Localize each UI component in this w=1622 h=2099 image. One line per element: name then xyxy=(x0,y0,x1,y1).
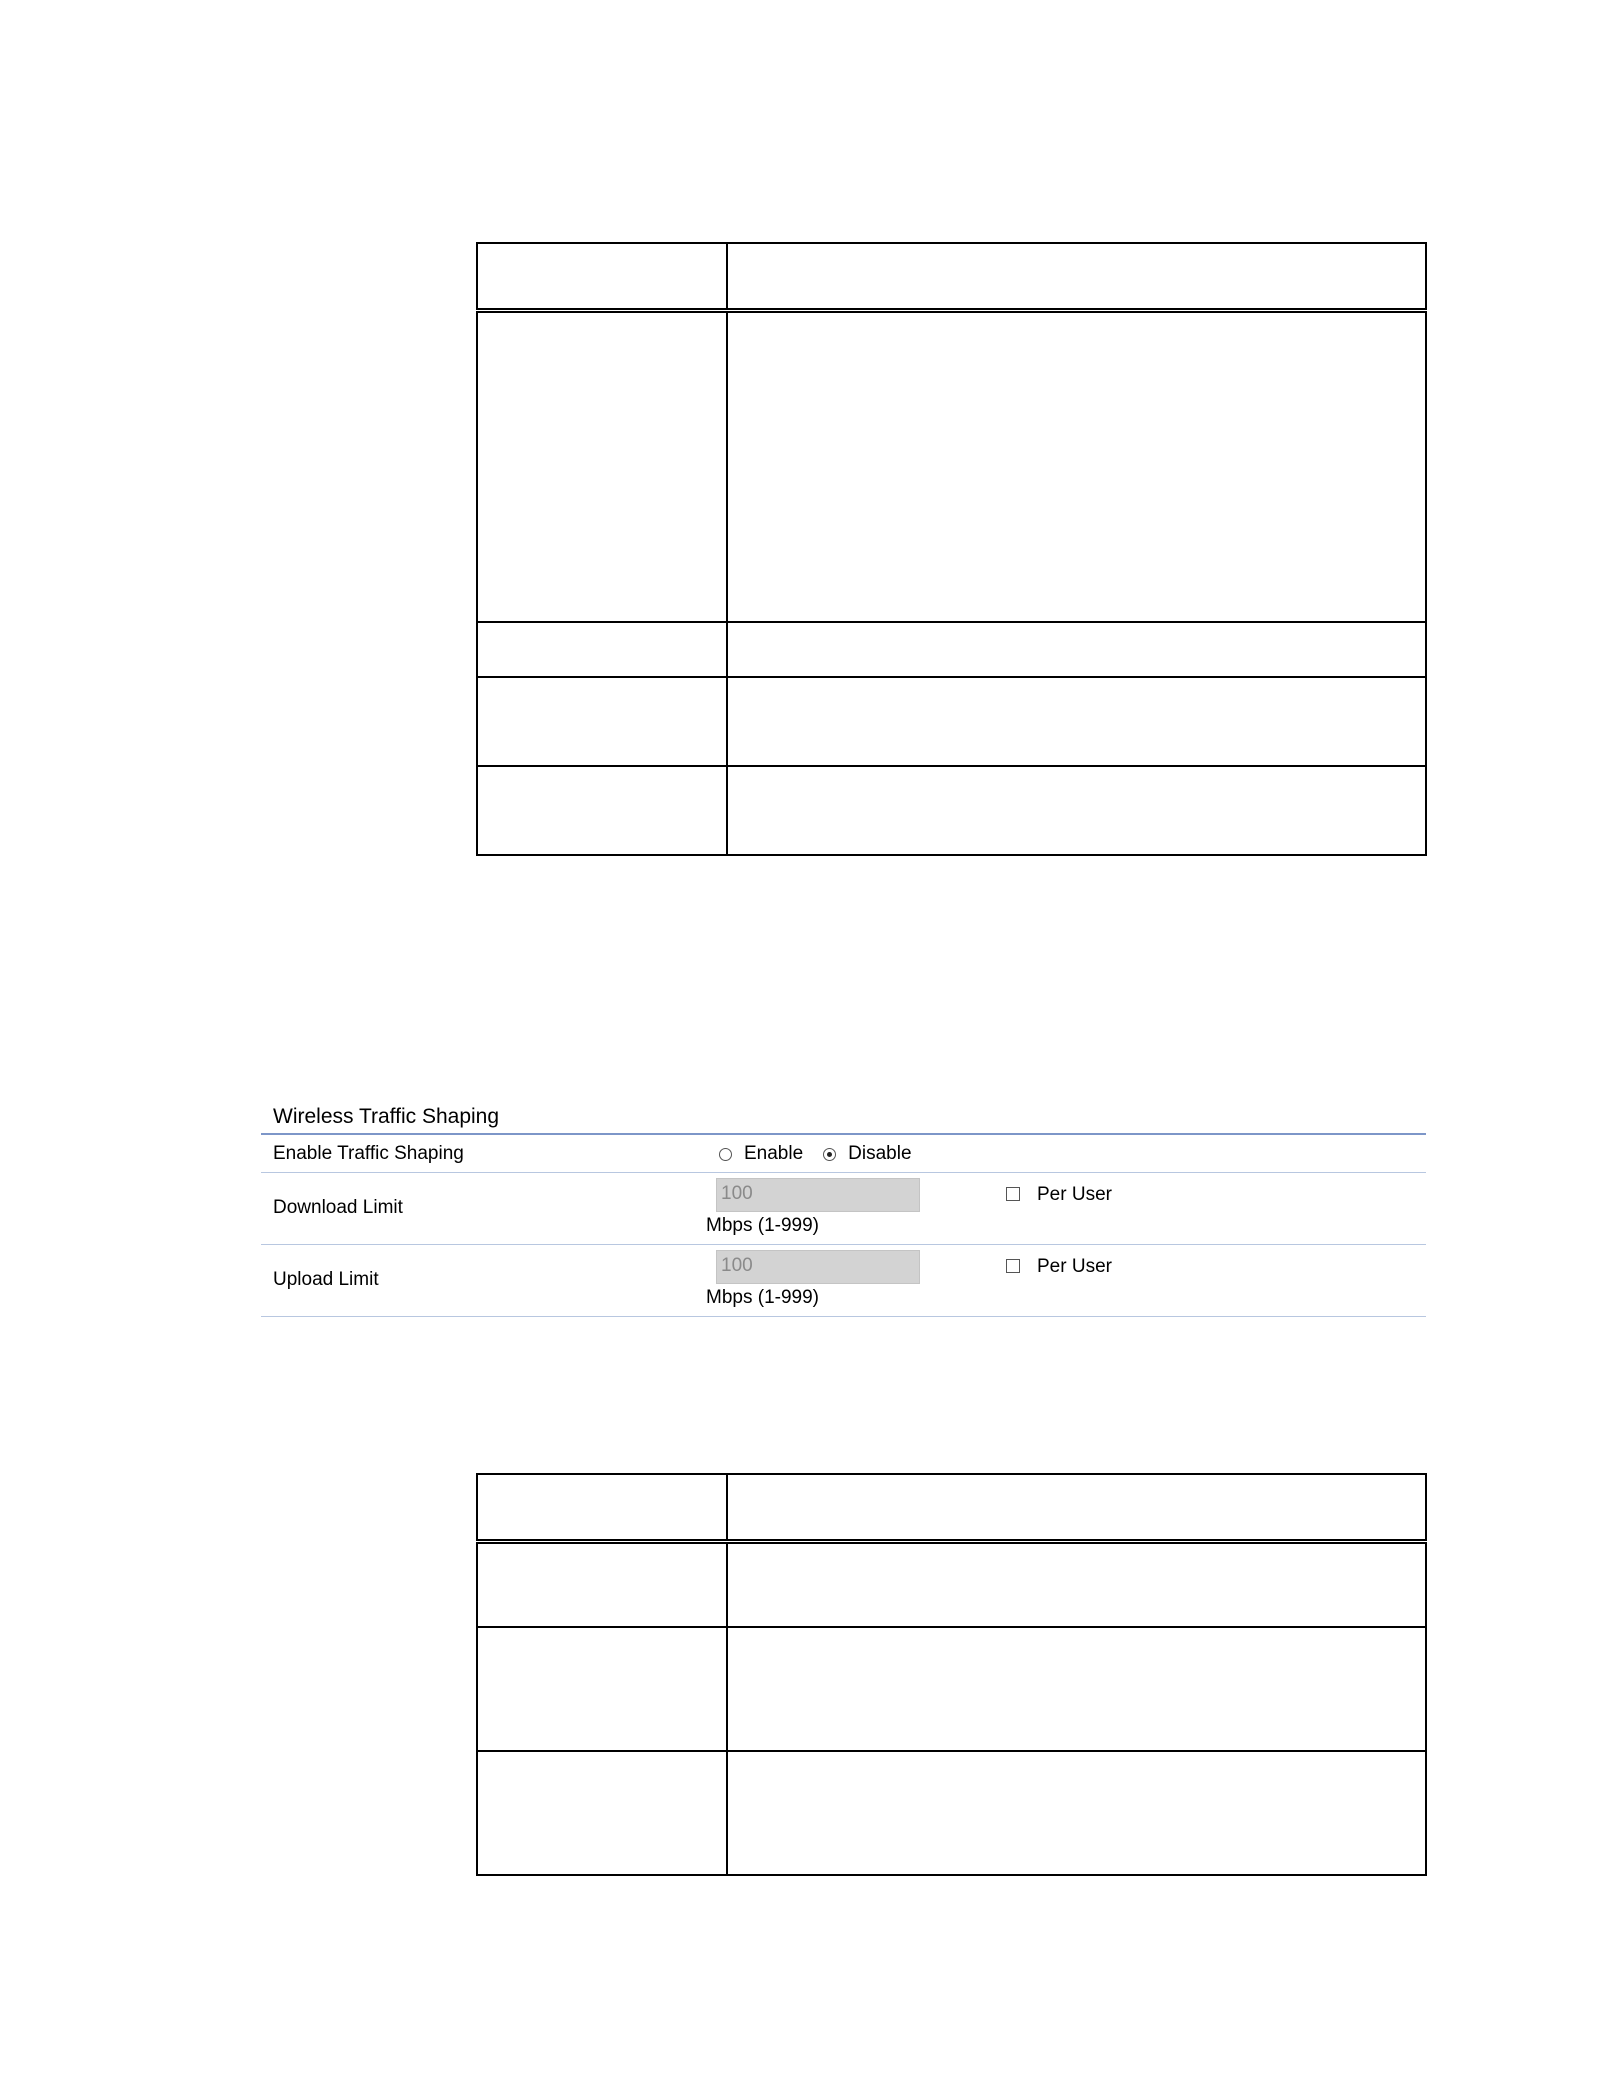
download-limit-input[interactable]: 100 xyxy=(716,1178,920,1212)
table-header-row xyxy=(477,1474,1426,1541)
table-row xyxy=(477,1751,1426,1875)
upload-per-user-label[interactable]: Per User xyxy=(1037,1256,1112,1277)
upload-limit-units: Mbps (1-999) xyxy=(706,1287,819,1308)
upload-per-user-checkbox[interactable] xyxy=(1006,1259,1020,1273)
enable-radio[interactable] xyxy=(719,1148,732,1161)
panel-title: Wireless Traffic Shaping xyxy=(261,1100,1426,1135)
upload-limit-input[interactable]: 100 xyxy=(716,1250,920,1284)
enable-traffic-shaping-label: Enable Traffic Shaping xyxy=(273,1143,464,1164)
download-per-user-checkbox[interactable] xyxy=(1006,1187,1020,1201)
table-row xyxy=(477,766,1426,855)
table-row xyxy=(477,310,1426,622)
traffic-shaping-radio-group xyxy=(719,1143,932,1165)
table-row xyxy=(477,1541,1426,1627)
parameter-table-bottom xyxy=(476,1473,1427,1876)
upload-limit-row xyxy=(261,1245,1426,1317)
download-per-user-label[interactable]: Per User xyxy=(1037,1184,1112,1205)
enable-radio-label[interactable]: Enable xyxy=(744,1143,804,1164)
wireless-traffic-shaping-panel xyxy=(261,1100,1426,1317)
table-header-row xyxy=(477,243,1426,310)
disable-radio-label[interactable]: Disable xyxy=(848,1143,912,1164)
enable-traffic-shaping-row xyxy=(261,1135,1426,1173)
download-limit-label: Download Limit xyxy=(273,1197,403,1218)
upload-limit-label: Upload Limit xyxy=(273,1269,379,1290)
table-row xyxy=(477,622,1426,677)
parameter-table-top xyxy=(476,242,1427,856)
download-limit-row xyxy=(261,1173,1426,1245)
table-row xyxy=(477,677,1426,766)
download-limit-units: Mbps (1-999) xyxy=(706,1215,819,1236)
disable-radio[interactable] xyxy=(823,1148,836,1161)
table-row xyxy=(477,1627,1426,1751)
